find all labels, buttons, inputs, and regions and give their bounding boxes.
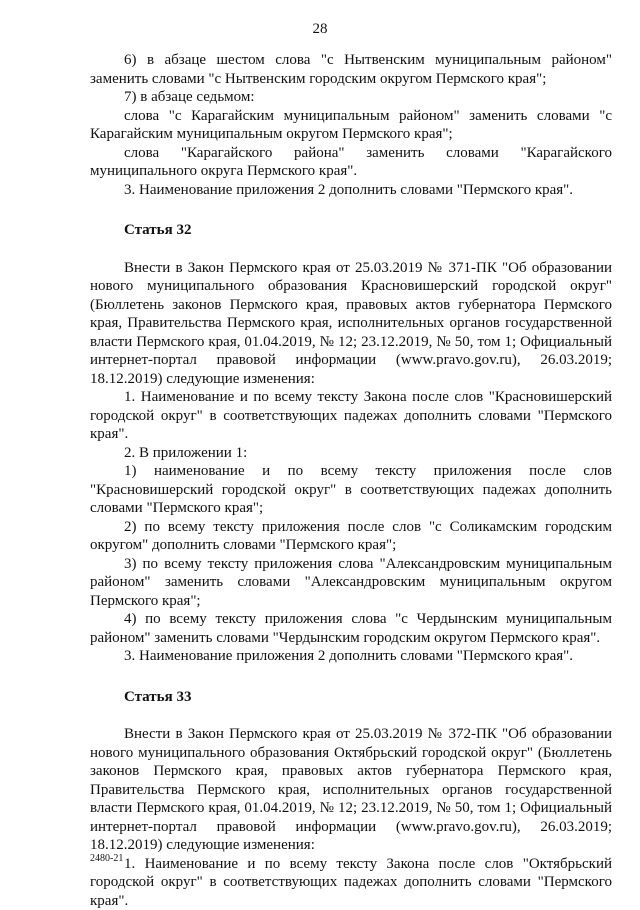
paragraph: 3. Наименование приложения 2 дополнить словами "Пермского края".	[90, 647, 612, 666]
page-number: 28	[0, 20, 640, 38]
paragraph: 4) по всему тексту приложения слова "с Чердынским муниципальным районом" заменить словами "Чердынским городским округом Пермского края".	[90, 610, 612, 647]
paragraph: 3) по всему тексту приложения слова "Александровским муниципальным районом" заменить словами "Александровским муниципальным округом Пермского края";	[90, 555, 612, 611]
paragraph: 3. Наименование приложения 2 дополнить словами "Пермского края".	[90, 181, 612, 200]
document-code: 2480-21	[90, 853, 123, 865]
article-heading: Статья 33	[90, 688, 612, 707]
paragraph: 1. Наименование и по всему тексту Закона после слов "Красновишерский городской округ" в соответствующих падежах дополнить словами "Пермского края".	[90, 388, 612, 444]
paragraph: 1. Наименование и по всему тексту Закона после слов "Октябрьский городской округ" в соответствующих падежах дополнить словами "Пермского края".	[90, 855, 612, 910]
paragraph: 6) в абзаце шестом слова "с Нытвенским муниципальным районом" заменить словами "с Нытвенским городским округом Пермского края";	[90, 51, 612, 88]
paragraph: Внести в Закон Пермского края от 25.03.2019 № 371-ПК "Об образовании нового муниципального образования Красновишерский городской округ" (Бюллетень законов Пермского края, правовых актов губернатора Пермского края, Правительства Пермского края, исполнительных органов государственной власти Пермского края, 01.04.2019, № 12; 23.12.2019, № 50, том 1; Официальный интернет-портал правовой информации (www.pravo.gov.ru), 26.03.2019; 18.12.2019) следующие изменения:	[90, 259, 612, 389]
paragraph: 2. В приложении 1:	[90, 444, 612, 463]
paragraph: Внести в Закон Пермского края от 25.03.2019 № 372-ПК "Об образовании нового муниципального образования Октябрьский городской округ" (Бюллетень законов Пермского края, правовых актов губернатора Пермского края, Правительства Пермского края, исполнительных органов государственной власти Пермского края, 01.04.2019, № 12; 23.12.2019, № 50, том 1; Официальный интернет-портал правовой информации (www.pravo.gov.ru), 26.03.2019; 18.12.2019) следующие изменения:	[90, 725, 612, 855]
document-body	[90, 51, 612, 910]
article-heading: Статья 32	[90, 221, 612, 240]
paragraph: 1) наименование и по всему тексту приложения после слов "Красновишерский городской округ" в соответствующих падежах дополнить словами "Пермского края";	[90, 462, 612, 518]
paragraph: слова "с Карагайским муниципальным районом" заменить словами "с Карагайским муниципальным округом Пермского края";	[90, 107, 612, 144]
paragraph: слова "Карагайского района" заменить словами "Карагайского муниципального округа Пермского края".	[90, 144, 612, 181]
paragraph: 7) в абзаце седьмом:	[90, 88, 612, 107]
paragraph: 2) по всему тексту приложения после слов "с Соликамским городским округом" дополнить словами "Пермского края";	[90, 518, 612, 555]
